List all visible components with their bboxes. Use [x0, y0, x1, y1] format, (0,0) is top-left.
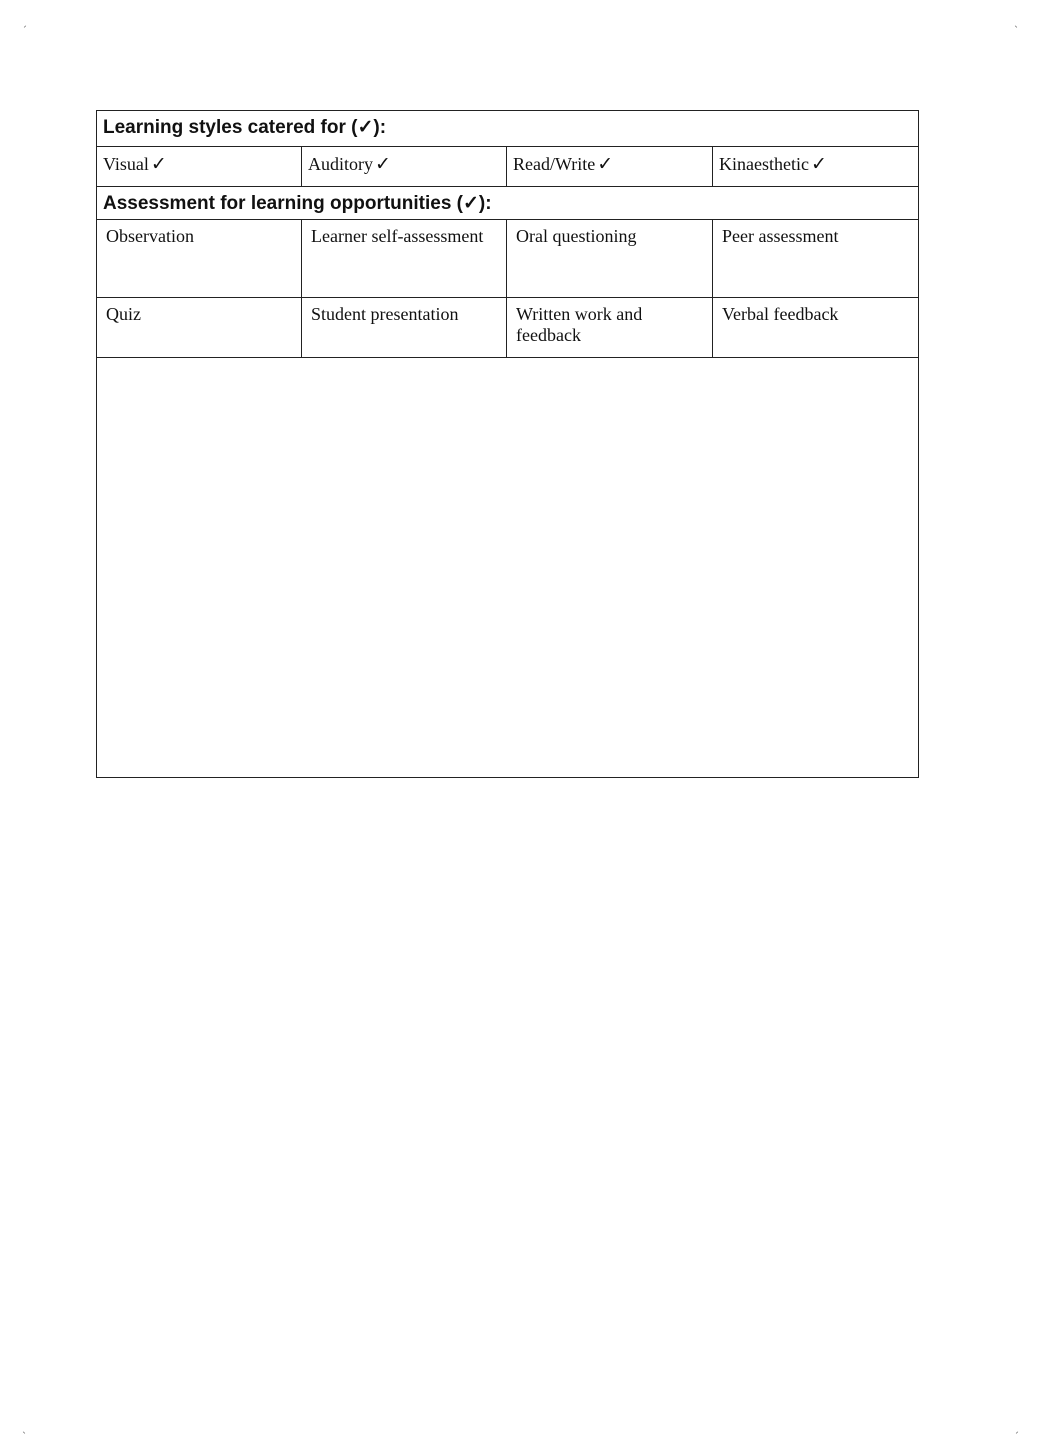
learning-style-visual	[97, 147, 302, 187]
checkmark-icon: ✓	[150, 153, 167, 175]
learning-style-label: Kinaesthetic	[719, 154, 809, 174]
assessment-heading: Assessment for learning opportunities (✓):	[97, 187, 919, 220]
lesson-plan-table	[96, 110, 919, 778]
learning-style-label: Auditory	[308, 154, 373, 174]
learning-style-label: Read/Write	[513, 154, 596, 174]
learning-style-kinaesthetic	[713, 147, 919, 187]
crop-mark-top-right: ˎ	[1014, 17, 1019, 28]
learning-style-auditory	[302, 147, 507, 187]
notes-row	[97, 358, 919, 778]
assessment-observation: Observation	[97, 220, 302, 298]
checkmark-icon: ✓	[810, 153, 827, 175]
checkmark-icon: ✓	[375, 153, 391, 175]
notes-area	[97, 358, 919, 778]
learning-style-read-write	[507, 147, 713, 187]
crop-mark-bottom-right: ˏ	[1014, 1423, 1019, 1434]
assessment-student-presentation: Student presentation	[302, 298, 507, 358]
learning-styles-heading-row	[97, 111, 919, 147]
assessment-quiz: Quiz	[97, 298, 302, 358]
assessment-row	[97, 220, 919, 298]
learning-style-label: Visual	[103, 154, 149, 174]
learning-styles-heading: Learning styles catered for (✓):	[97, 111, 919, 147]
assessment-heading-row	[97, 187, 919, 220]
assessment-written-work: Written work and feedback	[507, 298, 713, 358]
crop-mark-bottom-left: ˎ	[22, 1423, 27, 1434]
learning-styles-row	[97, 147, 919, 187]
assessment-row	[97, 298, 919, 358]
crop-mark-top-left: ˏ	[22, 17, 27, 28]
assessment-learner-self-assessment: Learner self-assessment	[302, 220, 507, 298]
assessment-verbal-feedback: Verbal feedback	[713, 298, 919, 358]
assessment-peer-assessment: Peer assessment	[713, 220, 919, 298]
checkmark-icon: ✓	[597, 153, 614, 175]
assessment-oral-questioning: Oral questioning	[507, 220, 713, 298]
